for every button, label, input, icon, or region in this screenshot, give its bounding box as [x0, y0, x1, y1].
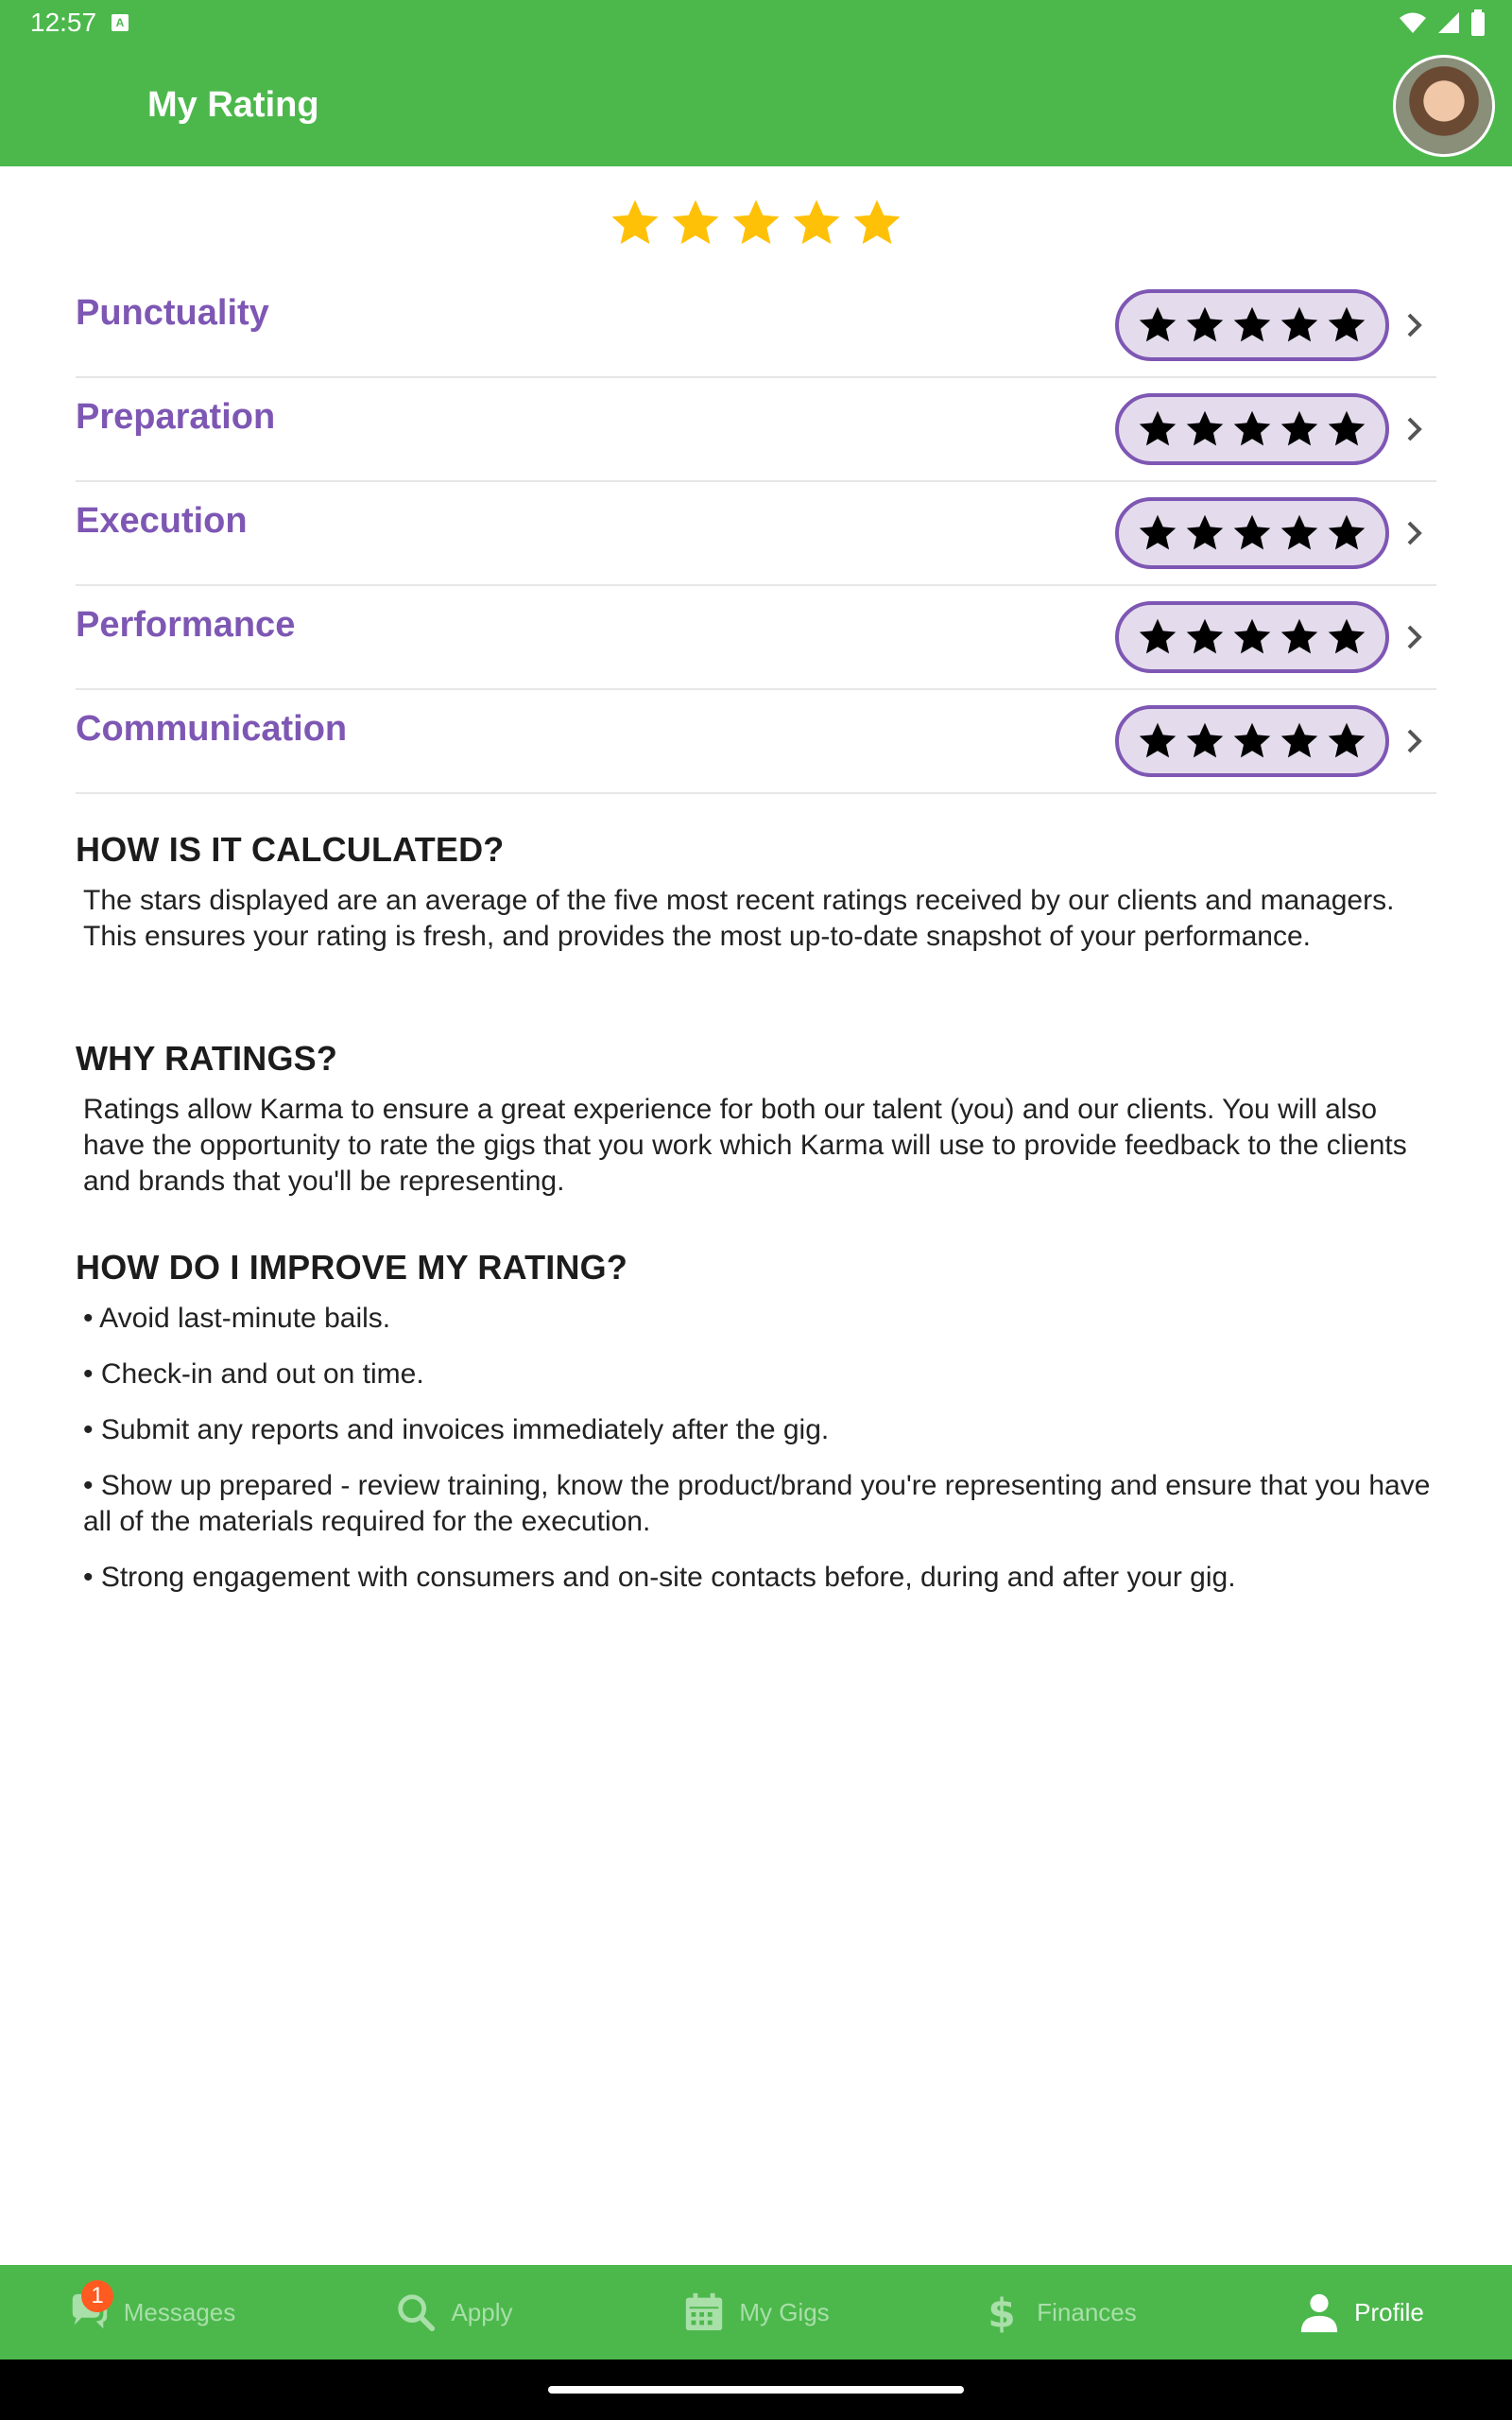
status-bar — [0, 0, 1512, 45]
section-title: WHY RATINGS? — [76, 1039, 338, 1078]
star-icon — [1137, 616, 1178, 658]
star-icon — [1326, 512, 1367, 554]
home-gesture-handle[interactable] — [548, 2386, 964, 2394]
search-icon — [394, 2290, 438, 2334]
section-body: The stars displayed are an average of the five most recent ratings received by our clients and managers. This ensures your rating is fresh, and provides the most up-to-date snapshot of your performance. — [83, 885, 1395, 952]
dollar-icon — [980, 2290, 1023, 2334]
bottom-navigation — [0, 2265, 1512, 2360]
list-item: • Check-in and out on time. — [83, 1358, 424, 1390]
overall-rating-stars — [0, 197, 1512, 250]
rating-category-list — [76, 274, 1436, 794]
section-how-calculated — [76, 830, 1436, 955]
chevron-right-icon — [1404, 726, 1425, 756]
chevron-right-icon — [1404, 310, 1425, 340]
list-item: • Submit any reports and invoices immediately after the gig. — [83, 1414, 830, 1445]
battery-icon — [1470, 9, 1486, 36]
star-icon — [669, 197, 722, 250]
rating-row-performance[interactable] — [76, 586, 1436, 690]
star-icon — [1184, 720, 1226, 762]
star-icon — [1231, 720, 1273, 762]
rating-stars-pill — [1115, 393, 1389, 465]
star-icon — [609, 197, 662, 250]
section-title: HOW IS IT CALCULATED? — [76, 830, 505, 869]
star-icon — [1326, 720, 1367, 762]
star-icon — [1279, 720, 1320, 762]
rating-stars-pill — [1115, 289, 1389, 361]
nav-label: Messages — [123, 2297, 236, 2326]
status-time: 12:57 — [30, 8, 97, 37]
nav-my-gigs[interactable] — [605, 2265, 907, 2360]
rating-label: Preparation — [76, 397, 276, 437]
star-icon — [1326, 408, 1367, 450]
star-icon — [1137, 720, 1178, 762]
nav-label: Profile — [1354, 2297, 1424, 2326]
improve-list — [76, 1301, 1436, 1596]
star-icon — [790, 197, 843, 250]
star-icon — [1326, 616, 1367, 658]
star-icon — [1279, 408, 1320, 450]
section-improve-rating — [76, 1248, 1436, 1616]
rating-stars-pill — [1115, 705, 1389, 777]
status-icons — [1399, 9, 1486, 36]
list-item: • Show up prepared - review training, know the product/brand you're representing and ensure that you have all of the materials required for the execution. — [83, 1470, 1431, 1537]
nav-messages[interactable] — [0, 2265, 302, 2360]
star-icon — [1184, 408, 1226, 450]
nav-label: My Gigs — [739, 2297, 830, 2326]
section-why-ratings — [76, 1039, 1436, 1200]
rating-stars-pill — [1115, 497, 1389, 569]
wifi-icon — [1399, 10, 1427, 35]
star-icon — [1184, 512, 1226, 554]
rating-row-communication[interactable] — [76, 690, 1436, 794]
rating-label: Performance — [76, 605, 296, 645]
star-icon — [850, 197, 903, 250]
star-icon — [730, 197, 782, 250]
chevron-right-icon — [1404, 518, 1425, 548]
section-title: HOW DO I IMPROVE MY RATING? — [76, 1248, 628, 1287]
star-icon — [1137, 408, 1178, 450]
notification-a-icon: A — [112, 14, 129, 31]
calendar-icon — [682, 2290, 726, 2334]
star-icon — [1137, 304, 1178, 346]
rating-stars-pill — [1115, 601, 1389, 673]
star-icon — [1137, 512, 1178, 554]
rating-row-execution[interactable] — [76, 482, 1436, 586]
rating-row-punctuality[interactable] — [76, 274, 1436, 378]
star-icon — [1231, 408, 1273, 450]
signal-icon — [1436, 10, 1461, 35]
star-icon — [1231, 304, 1273, 346]
avatar[interactable] — [1393, 55, 1495, 157]
nav-label: Apply — [451, 2297, 513, 2326]
rating-label: Punctuality — [76, 293, 269, 333]
app-bar — [0, 45, 1512, 166]
star-icon — [1279, 512, 1320, 554]
star-icon — [1279, 304, 1320, 346]
star-icon — [1279, 616, 1320, 658]
list-item: • Avoid last-minute bails. — [83, 1303, 391, 1334]
star-icon — [1231, 616, 1273, 658]
rating-label: Communication — [76, 709, 348, 749]
star-icon — [1231, 512, 1273, 554]
list-item: • Strong engagement with consumers and on-site contacts before, during and after your gig. — [83, 1562, 1236, 1593]
page-title: My Rating — [147, 85, 319, 125]
star-icon — [1326, 304, 1367, 346]
nav-finances[interactable] — [907, 2265, 1210, 2360]
nav-label: Finances — [1037, 2297, 1137, 2326]
chevron-right-icon — [1404, 622, 1425, 652]
nav-profile[interactable] — [1210, 2265, 1512, 2360]
star-icon — [1184, 616, 1226, 658]
unread-badge: 1 — [81, 2280, 113, 2312]
person-icon — [1297, 2290, 1341, 2334]
system-gesture-area — [0, 2360, 1512, 2420]
nav-apply[interactable] — [302, 2265, 605, 2360]
svg-text:$: $ — [988, 2290, 1016, 2334]
section-body: Ratings allow Karma to ensure a great experience for both our talent (you) and our clients. You will also have the opportunity to rate the gigs that you work which Karma will use to provide feedback to the clients and brands that you'll be representing. — [83, 1094, 1407, 1197]
star-icon — [1184, 304, 1226, 346]
rating-row-preparation[interactable] — [76, 378, 1436, 482]
rating-label: Execution — [76, 501, 248, 541]
chevron-right-icon — [1404, 414, 1425, 444]
